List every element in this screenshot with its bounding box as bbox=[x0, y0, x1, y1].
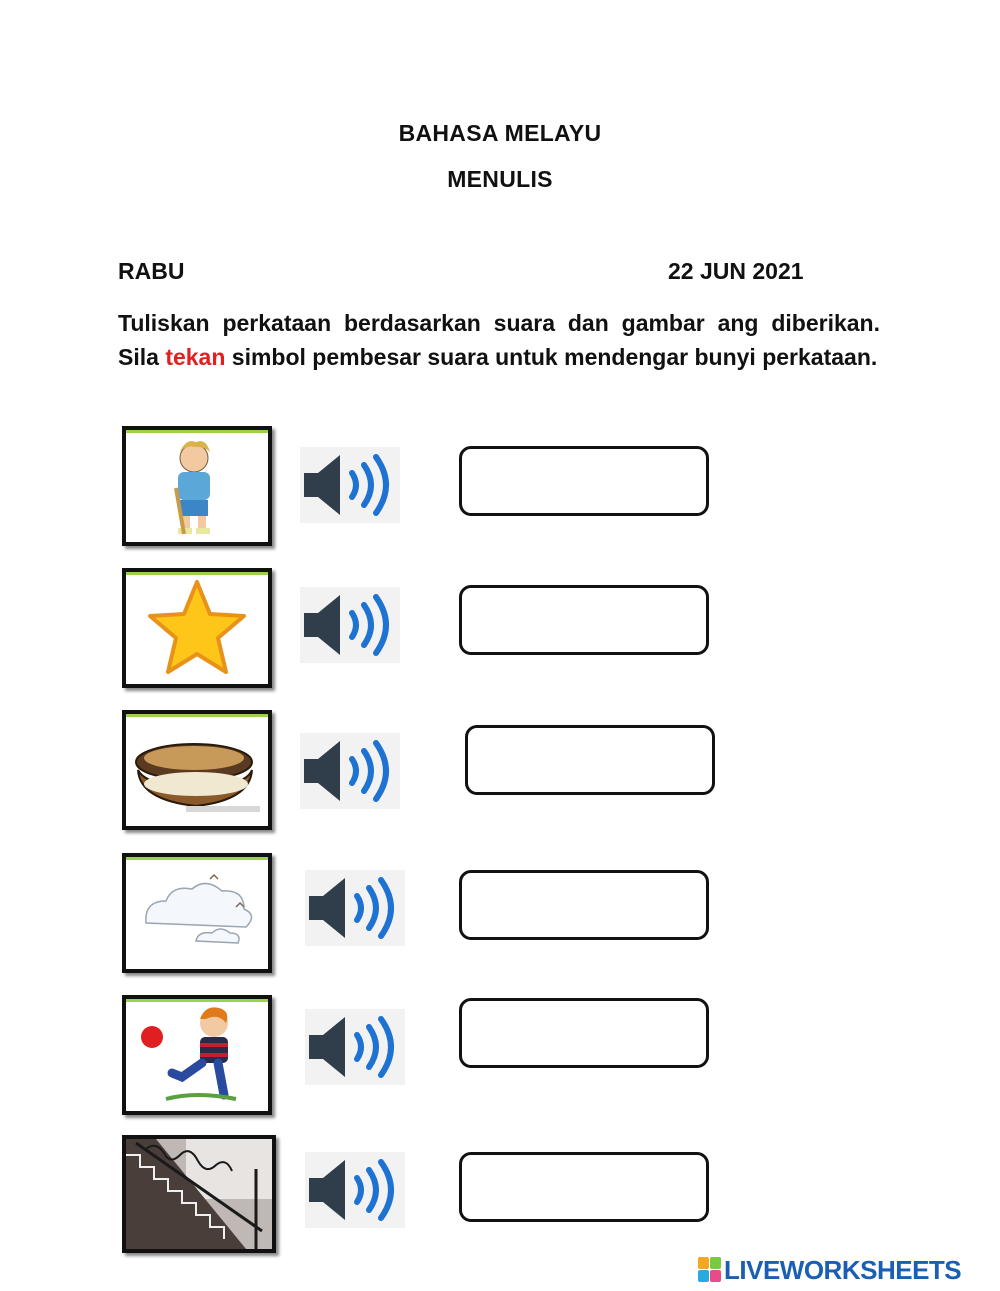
subject-title: BAHASA MELAYU bbox=[398, 120, 602, 146]
answer-input-2[interactable] bbox=[459, 585, 709, 655]
cloud-image bbox=[122, 853, 272, 973]
answer-input-1[interactable] bbox=[459, 446, 709, 516]
instruction-part1: Tuliskan perkataan berdasarkan suara dan gambar ang diberikan. Sila bbox=[118, 310, 880, 370]
boy-kicking-ball-image bbox=[122, 995, 272, 1115]
liveworksheets-logo-icon bbox=[698, 1257, 722, 1283]
boy-with-cane-image bbox=[122, 426, 272, 546]
drum-rebana-image bbox=[122, 710, 272, 830]
answer-input-3[interactable] bbox=[465, 725, 715, 795]
brand-name: LIVEWORKSHEETS bbox=[724, 1254, 962, 1285]
answer-input-6[interactable] bbox=[459, 1152, 709, 1222]
speaker-icon[interactable] bbox=[305, 1152, 405, 1228]
instruction-part2: simbol pembesar suara untuk mendengar bunyi perkataan. bbox=[231, 344, 878, 370]
star-image bbox=[122, 568, 272, 688]
speaker-icon[interactable] bbox=[300, 733, 400, 809]
instruction-highlight: tekan bbox=[165, 344, 226, 370]
instruction-text bbox=[118, 306, 880, 374]
speaker-icon[interactable] bbox=[300, 447, 400, 523]
answer-input-5[interactable] bbox=[459, 998, 709, 1068]
staircase-image bbox=[122, 1135, 276, 1253]
date-label: 22 JUN 2021 bbox=[668, 258, 804, 284]
day-label: RABU bbox=[118, 258, 185, 284]
answer-input-4[interactable] bbox=[459, 870, 709, 940]
speaker-icon[interactable] bbox=[300, 587, 400, 663]
skill-title: MENULIS bbox=[447, 166, 553, 192]
speaker-icon[interactable] bbox=[305, 1009, 405, 1085]
brand-footer bbox=[698, 1255, 961, 1285]
speaker-icon[interactable] bbox=[305, 870, 405, 946]
